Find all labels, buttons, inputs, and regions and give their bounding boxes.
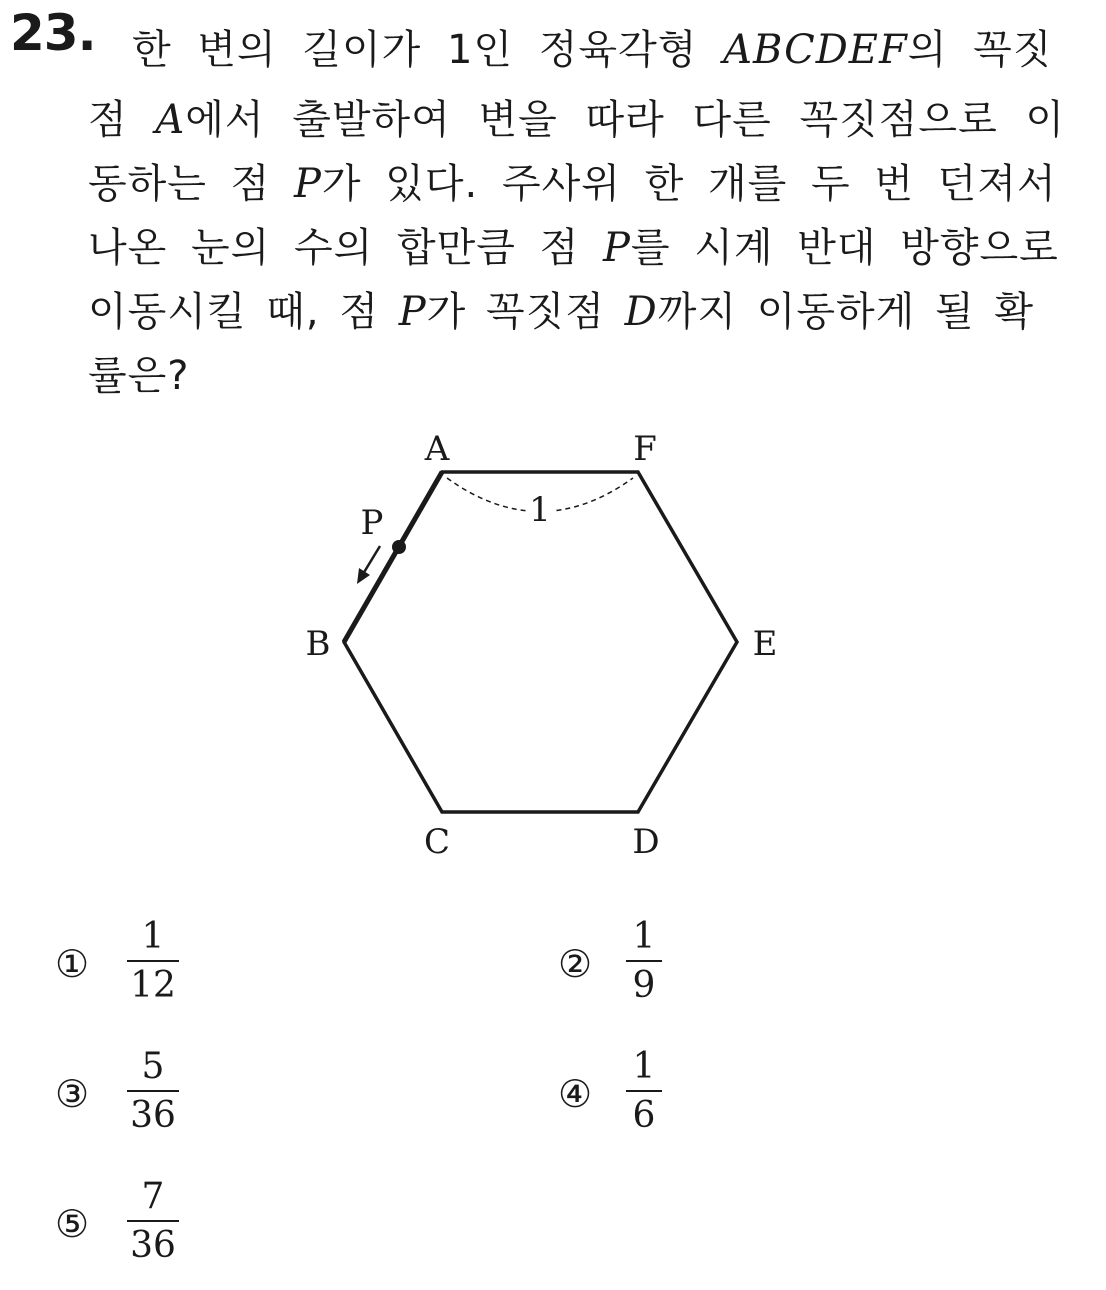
fraction-numerator: 1 <box>632 916 656 957</box>
fraction-numerator: 1 <box>141 916 165 957</box>
choice-marker: ① <box>55 942 90 986</box>
point-p-label: P <box>360 503 384 543</box>
question-line-5: 이동시킬 때, 점 P가 꼭짓점 D까지 이동하게 될 확 <box>88 289 1034 335</box>
choice-3[interactable] <box>55 1044 315 1144</box>
fraction-denominator: 9 <box>632 965 656 1006</box>
vertex-label-a: A <box>424 429 450 469</box>
vertex-label-e: E <box>752 624 778 664</box>
choice-1[interactable] <box>55 914 315 1014</box>
question-line-3: 동하는 점 P가 있다. 주사위 한 개를 두 번 던져서 <box>88 161 1057 207</box>
question-number: 23. <box>10 4 96 62</box>
path-segment-a-b <box>344 472 442 642</box>
question-line-6: 률은? <box>88 353 190 399</box>
choice-marker: ④ <box>558 1072 593 1116</box>
choice-fraction <box>125 1174 181 1270</box>
choice-5[interactable] <box>55 1174 315 1274</box>
choice-marker: ③ <box>55 1072 90 1116</box>
fraction-numerator: 7 <box>141 1176 165 1217</box>
choice-fraction <box>125 1044 181 1140</box>
vertex-label-b: B <box>305 624 331 664</box>
fraction-denominator: 36 <box>130 1095 176 1136</box>
choice-marker: ⑤ <box>55 1202 90 1246</box>
choice-2[interactable] <box>558 914 818 1014</box>
side-length-label: 1 <box>529 490 551 530</box>
choice-fraction <box>125 914 181 1010</box>
fraction-denominator: 6 <box>632 1095 656 1136</box>
choice-marker: ② <box>558 942 593 986</box>
direction-arrow-head <box>357 568 370 584</box>
fraction-numerator: 1 <box>632 1046 656 1087</box>
fraction-denominator: 36 <box>130 1225 176 1266</box>
point-p-dot <box>392 540 406 554</box>
fraction-numerator: 5 <box>141 1046 165 1087</box>
choice-4[interactable] <box>558 1044 818 1144</box>
vertex-label-f: F <box>633 429 657 469</box>
direction-arrow-shaft <box>363 546 380 574</box>
choice-fraction <box>624 1044 664 1140</box>
fraction-denominator: 12 <box>130 965 176 1006</box>
question-line-2: 점 A에서 출발하여 변을 따라 다른 꼭짓점으로 이 <box>88 97 1066 143</box>
vertex-label-c: C <box>423 822 451 862</box>
vertex-label-d: D <box>632 822 660 862</box>
choice-fraction <box>624 914 664 1010</box>
question-line-4: 나온 눈의 수의 합만큼 점 P를 시계 반대 방향으로 <box>88 225 1059 271</box>
question-line-1: 한 변의 길이가 1인 정육각형 ABCDEF의 꼭짓 <box>132 27 1053 73</box>
